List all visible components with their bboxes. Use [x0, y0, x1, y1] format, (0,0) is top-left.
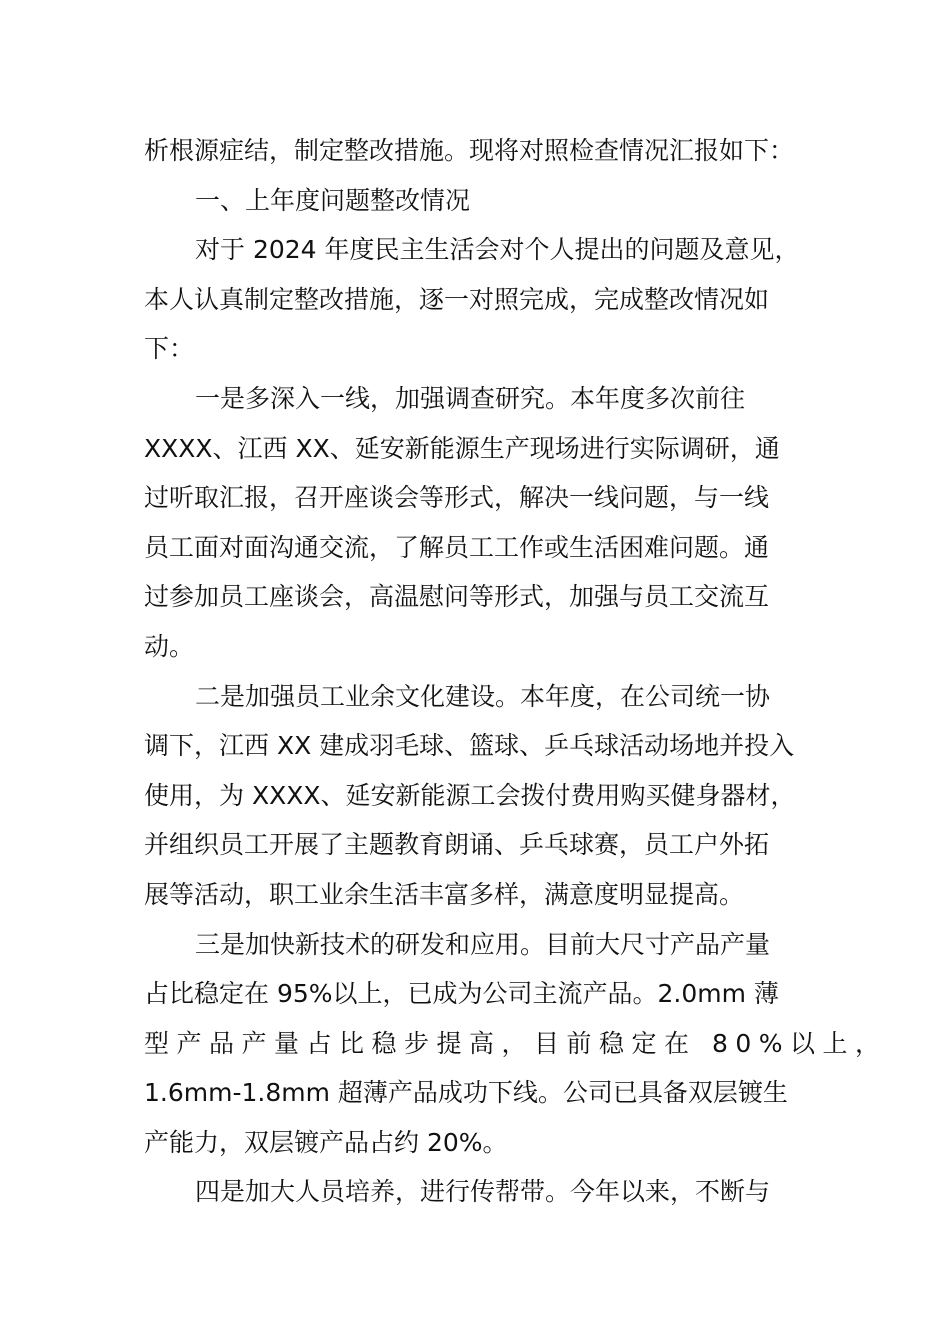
- text-line: 并组织员工开展了主题教育朗诵、乒乓球赛，员工户外拓: [144, 830, 770, 860]
- text-line: 过参加员工座谈会，高温慰问等形式，加强与员工交流互: [144, 582, 770, 612]
- text-line: 过听取汇报，召开座谈会等形式，解决一线问题，与一线: [144, 483, 770, 513]
- paragraph-start: 对于 2024 年度民主生活会对个人提出的问题及意见，: [195, 235, 800, 265]
- text-line: 占比稳定在 95%以上，已成为公司主流产品。2.0mm 薄: [144, 979, 779, 1009]
- paragraph-start: 一是多深入一线，加强调查研究。本年度多次前往: [195, 383, 746, 413]
- text-line: 动。: [144, 631, 195, 661]
- text-line: 调下，江西 XX 建成羽毛球、篮球、乒乓球活动场地并投入: [144, 731, 795, 761]
- document-body: [144, 126, 888, 1217]
- text-line: 使用，为 XXXX、延安新能源工会拨付费用购买健身器材，: [144, 780, 796, 810]
- text-line: 析根源症结，制定整改措施。现将对照检查情况汇报如下：: [144, 136, 795, 165]
- text-line: 型产品产量占比稳步提高，目前稳定在 80%以上，: [144, 1028, 888, 1058]
- text-line: 本人认真制定整改措施，逐一对照完成，完成整改情况如: [144, 284, 770, 314]
- text-line: 产能力，双层镀产品占约 20%。: [144, 1127, 508, 1157]
- text-line: XXXX、江西 XX、延安新能源生产现场进行实际调研，通: [144, 433, 780, 463]
- paragraph-start: 四是加大人员培养，进行传帮带。今年以来，不断与: [195, 1177, 771, 1207]
- paragraph-start: 三是加快新技术的研发和应用。目前大尺寸产品产量: [195, 929, 771, 959]
- text-line: 下：: [144, 334, 195, 364]
- text-line: 展等活动，职工业余生活丰富多样，满意度明显提高。: [144, 879, 745, 909]
- text-line: 1.6mm-1.8mm 超薄产品成功下线。公司已具备双层镀生: [144, 1078, 788, 1108]
- text-line: 员工面对面沟通交流，了解员工工作或生活困难问题。通: [144, 532, 770, 562]
- section-heading: 一、上年度问题整改情况: [195, 185, 471, 215]
- paragraph-start: 二是加强员工业余文化建设。本年度，在公司统一协: [195, 681, 771, 711]
